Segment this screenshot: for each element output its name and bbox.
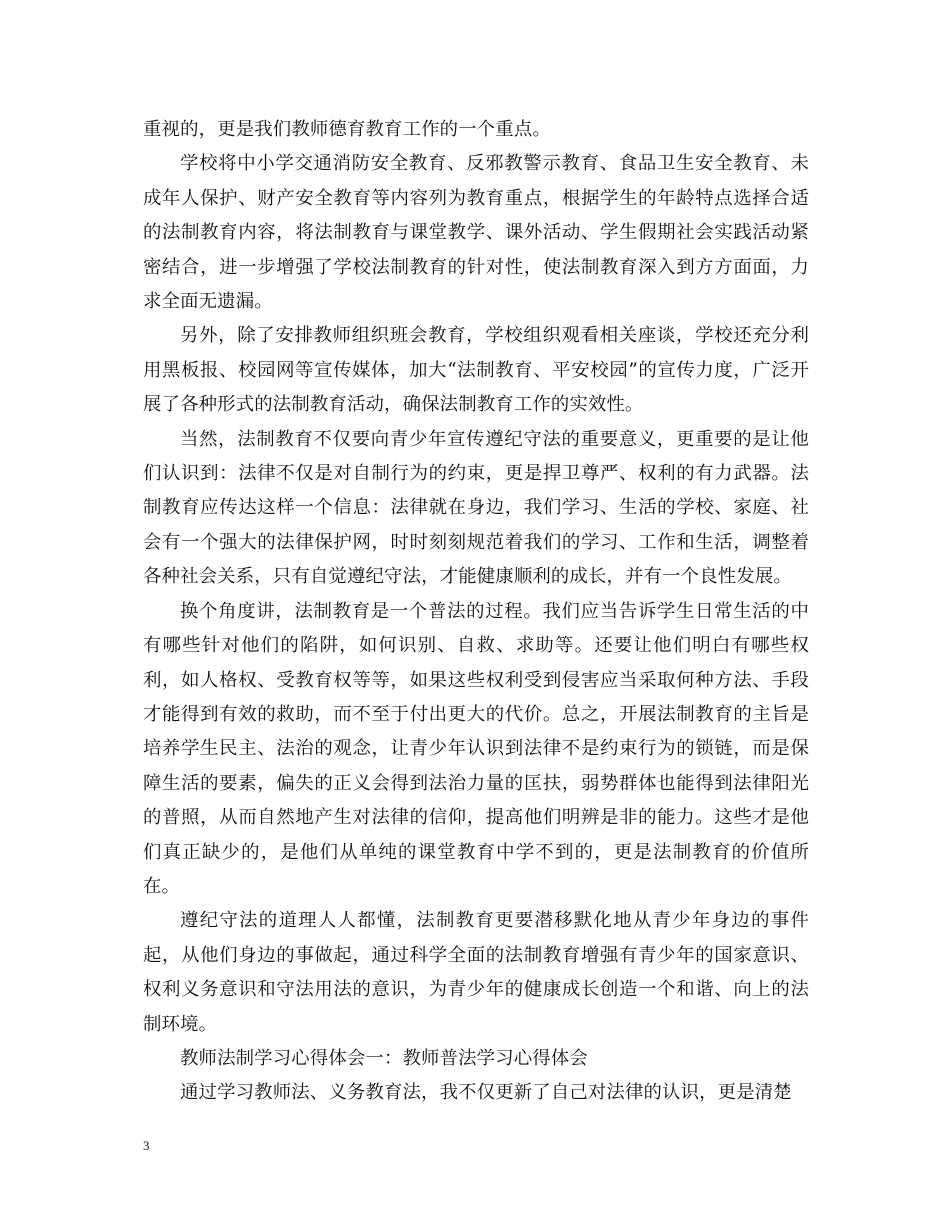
paragraph-safety-education: 学校将中小学交通消防安全教育、反邪教警示教育、食品卫生安全教育、未成年人保护、财产安全教育等内容列为教育重点，根据学生的年龄特点选择合适的法制教育内容，将法制教育与课堂教学、课外活动、学生假期社会实践活动紧密结合，进一步增强了学校法制教育的针对性，使法制教育深入到方方面面，力求全面无遗漏。 <box>143 153 809 313</box>
paragraph-law-awareness: 当然，法制教育不仅要向青少年宣传遵纪守法的重要意义，更重要的是让他们认识到：法律不仅是对自制行为的约束，更是捍卫尊严、权利的有力武器。法制教育应传达这样一个信息：法律就在身边，我们学习、生活的学校、家庭、社会有一个强大的法律保护网，时时刻刻规范着我们的学习、工作和生活，调整着各种社会关系，只有自觉遵纪守法，才能健康顺利的成长，并有一个良性发展。 <box>143 428 809 588</box>
document-body <box>143 113 809 1111</box>
section-heading: 教师法制学习心得体会一：教师普法学习心得体会 <box>180 1047 588 1069</box>
paragraph-law-abiding: 遵纪守法的道理人人都懂，法制教育更要潜移默化地从青少年身边的事件起，从他们身边的事做起，通过科学全面的法制教育增强有青少年的国家意识、权利义务意识和守法用法的意识，为青少年的健康成长创造一个和谐、向上的法制环境。 <box>143 910 809 1035</box>
paragraph-study-notes: 通过学习教师法、义务教育法，我不仅更新了自己对法律的认识，更是清楚 <box>180 1082 792 1104</box>
page-number: 3 <box>143 1138 150 1153</box>
paragraph-publicity: 另外，除了安排教师组织班会教育，学校组织观看相关座谈，学校还充分利用黑板报、校园网等宣传媒体，加大“法制教育、平安校园”的宣传力度，广泛开展了各种形式的法制教育活动，确保法制教育工作的实效性。 <box>143 325 809 416</box>
paragraph-continuation: 重视的，更是我们教师德育教育工作的一个重点。 <box>143 119 551 140</box>
paragraph-legal-popularization: 换个角度讲，法制教育是一个普法的过程。我们应当告诉学生日常生活的中有哪些针对他们的陷阱，如何识别、自救、求助等。还要让他们明白有哪些权利，如人格权、受教育权等等，如果这些权利受到侵害应当采取何种方法、手段才能得到有效的救助，而不至于付出更大的代价。总之，开展法制教育的主旨是培养学生民主、法治的观念，让青少年认识到法律不是约束行为的锁链，而是保障生活的要素，偏失的正义会得到法治力量的匡扶，弱势群体也能得到法律阳光的普照，从而自然地产生对法律的信仰，提高他们明辨是非的能力。这些才是他们真正缺少的，是他们从单纯的课堂教育中学不到的，更是法制教育的价值所在。 <box>143 600 809 897</box>
